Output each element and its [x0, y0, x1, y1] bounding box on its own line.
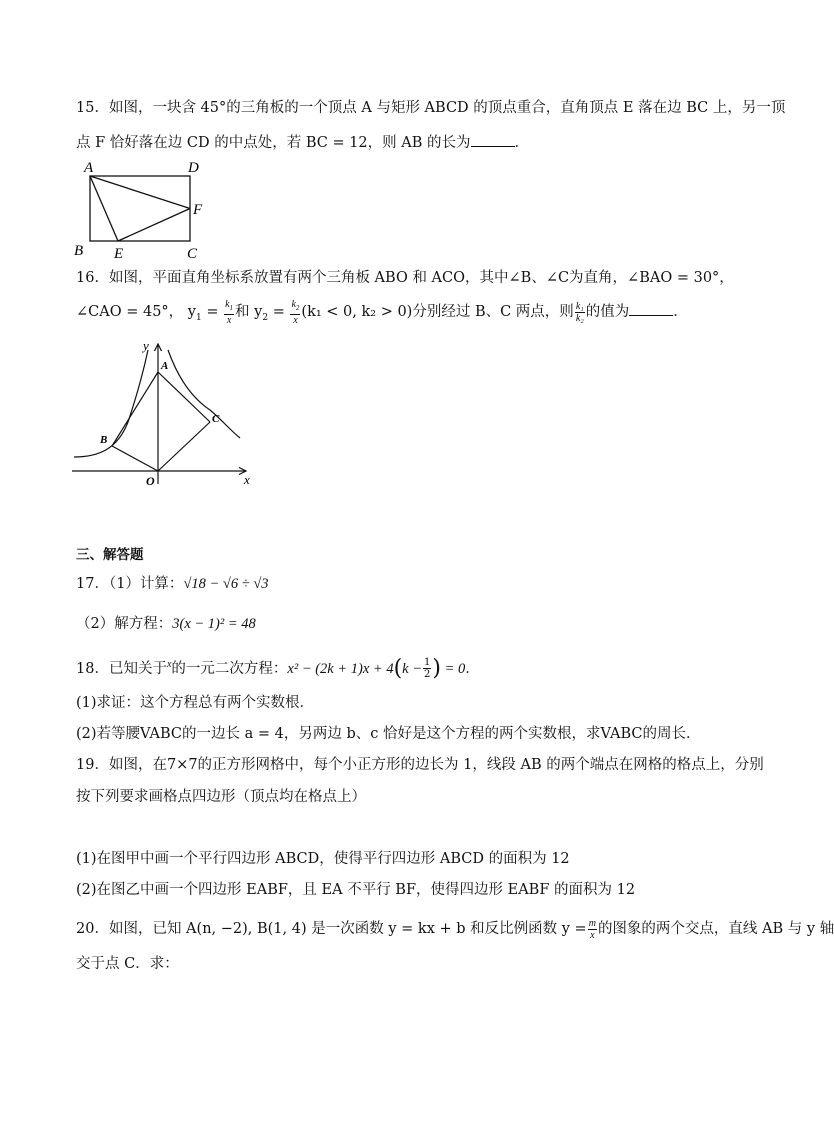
q15-line2-text: 点 F 恰好落在边 CD 的中点处，若 BC = 12，则 AB 的长为	[76, 135, 471, 151]
q16-y1-sub: 1	[195, 312, 202, 323]
q19-part1: (1)在图甲中画一个平行四边形 ABCD，使得平行四边形 ABCD 的面积为 12	[76, 851, 570, 867]
q15-label-B: B	[74, 243, 84, 259]
q18-paren-close: )	[432, 655, 441, 681]
q18-frac-num: 1	[424, 657, 431, 669]
q16-frac-k2x	[290, 299, 300, 326]
q18-eq-k: k −	[402, 660, 423, 677]
q16-k2-sub: 2	[295, 303, 300, 312]
q16-frac-x2: x	[293, 314, 298, 326]
q15-label-E: E	[114, 246, 124, 262]
q16-line1: 16．如图，平面直角坐标系放置有两个三角板 ABO 和 ACO，其中∠B、∠C为直角，∠BAO = 30°，	[76, 270, 734, 286]
q16-cond: (k₁ < 0, k₂ > 0)分别经过 B、C 两点，则	[301, 304, 574, 320]
q15-label-D: D	[188, 160, 199, 176]
q16-eq1: =	[201, 304, 224, 320]
q15-figure	[70, 156, 220, 262]
q15-line1: 15．如图，一块含 45°的三角板的一个顶点 A 与矩形 ABCD 的顶点重合，直角顶点 E 落在边 BC 上，另一顶	[76, 100, 786, 116]
q18-paren-open: (	[393, 655, 403, 681]
q16-frac-k1	[224, 299, 234, 315]
q16-end: 的值为	[585, 304, 630, 320]
q16-k1-sub: 1	[229, 303, 234, 312]
q16-frac-x1: x	[226, 314, 232, 326]
q15-line2	[76, 132, 529, 153]
q16-line2	[76, 298, 688, 326]
q16-segment-CO	[158, 422, 210, 471]
q17-part2-label: （2）解方程：	[76, 616, 173, 632]
q18-frac-den: 2	[424, 669, 431, 681]
q16-y2-sub: 2	[262, 312, 269, 323]
q20-line1	[76, 914, 834, 944]
q18-line1	[76, 648, 480, 682]
q16-label-C: C	[212, 413, 220, 425]
q16-label-y: y	[143, 338, 149, 353]
q16-ratio	[575, 301, 585, 324]
q16-ratio-den: k₂	[575, 312, 584, 324]
q16-curve-k2	[168, 350, 240, 438]
q18-eq-b: = 0	[441, 660, 466, 677]
q19-line1: 19．如图，在7×7的正方形网格中，每个小正方形的边长为 1，线段 AB 的两个端点在网格的格点上，分别	[76, 757, 764, 773]
section3-title: 三、解答题	[76, 547, 144, 563]
q18-part1: (1)求证：这个方程总有两个实数根．	[76, 695, 315, 711]
q20-line1-a: 20．如图，已知 A(n, −2), B(1, 4) 是一次函数 y = kx + b 和反比例函数 y =	[76, 921, 587, 937]
q16-and: 和 y	[235, 304, 263, 320]
q18-line1-a: 18．已知关于	[76, 660, 167, 677]
q15-label-A: A	[84, 160, 94, 176]
q16-period: ．	[673, 304, 688, 320]
q20-line1-b: 的图象的两个交点，直线 AB 与 y 轴	[597, 921, 834, 937]
q20-line2: 交于点 C．求：	[76, 956, 179, 972]
q17-part1-label: 17．（1）计算：	[76, 576, 184, 592]
q18-line1-b: 的一元二次方程：	[171, 660, 288, 677]
q20-frac-num: m	[588, 917, 596, 929]
q17-part2-expr: 3(x − 1)² = 48	[172, 616, 256, 632]
q20-frac-mx	[588, 918, 597, 941]
q16-segment-AC	[158, 372, 210, 422]
q16-segment-BO	[112, 446, 158, 471]
q18-eq-a: x² − (2k + 1)x + 4	[287, 660, 394, 677]
q16-label-x: x	[244, 472, 250, 487]
q16-label-B: B	[100, 434, 108, 446]
q16-label-O: O	[146, 474, 155, 488]
q18-line1-end: ．	[465, 660, 480, 677]
q16-ratio-num: k₁	[575, 300, 584, 312]
q16-k2: k	[291, 298, 296, 310]
q16-answer-blank	[629, 301, 673, 316]
q16-figure	[70, 338, 260, 490]
q17-part2	[76, 614, 256, 634]
q16-k1: k	[225, 298, 230, 310]
q16-frac-k2	[290, 299, 300, 315]
q18-frac-half	[423, 657, 431, 680]
q20-frac-den: x	[590, 929, 595, 941]
q15-line2-end: ．	[514, 135, 530, 151]
q16-segment-AB	[112, 372, 158, 446]
q15-label-C: C	[187, 246, 198, 262]
q19-part2: (2)在图乙中画一个四边形 EABF，且 EA 不平行 BF，使得四边形 EABF 的面积为 12	[76, 882, 636, 898]
q15-line-EF	[118, 209, 190, 242]
q16-angle-text: ∠CAO = 45°， y	[76, 304, 196, 320]
q16-eq2: =	[268, 304, 290, 320]
q16-label-A: A	[161, 360, 169, 372]
q15-line-AF	[90, 176, 190, 209]
q16-frac-k1x	[224, 299, 234, 326]
q18-part2: (2)若等腰VABC的一边长 a = 4，另两边 b、c 恰好是这个方程的两个实数根，求VABC的周长．	[76, 726, 701, 742]
q16-curve-k1	[74, 350, 148, 457]
q17-part1	[76, 574, 269, 594]
q19-line2: 按下列要求画格点四边形（顶点均在格点上）	[76, 789, 366, 805]
q18-x-var: x	[166, 659, 172, 670]
q15-answer-blank	[471, 132, 515, 147]
q15-label-F: F	[193, 202, 203, 218]
q15-line-AE	[90, 176, 118, 241]
q17-part1-expr: √18 − √6 ÷ √3	[183, 576, 269, 592]
